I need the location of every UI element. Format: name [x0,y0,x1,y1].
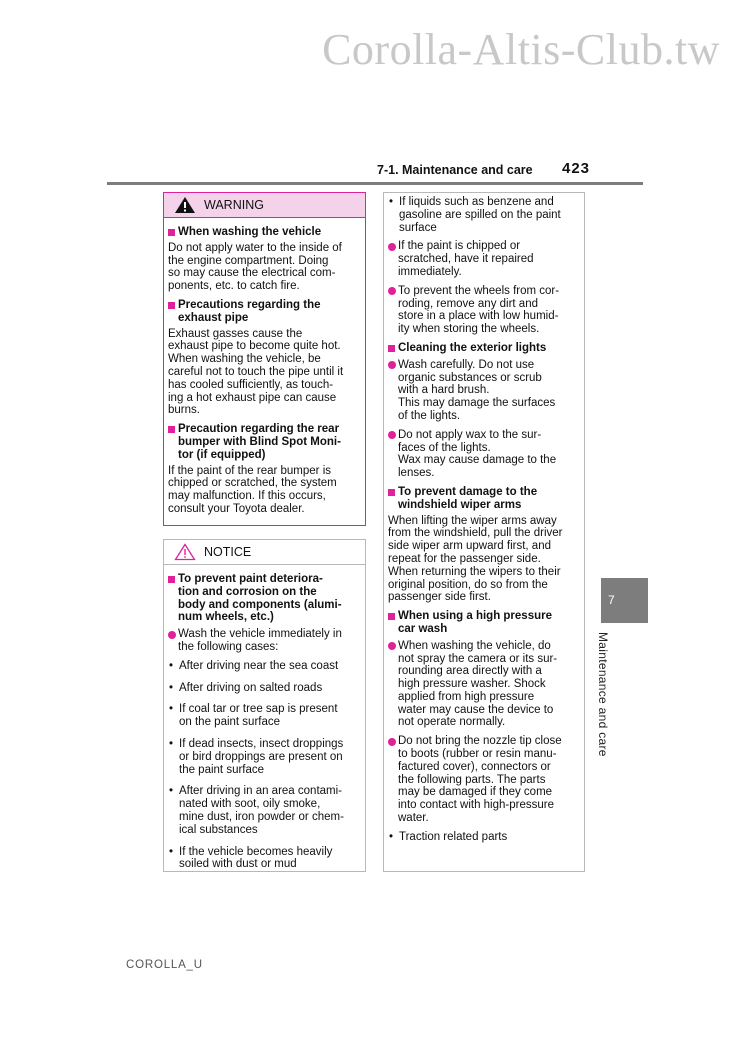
lights-subhead: Cleaning the exterior lights [388,342,580,355]
chapter-label: Maintenance and care [596,632,610,757]
warning-subhead-1: When washing the vehicle [168,226,361,239]
dot-bullet-icon [388,287,396,295]
dot-item: To prevent the wheels from cor- roding, remove any dirt and store in a place with low humid- ity when storing the wheels. [388,285,580,336]
square-bullet-icon [388,613,395,620]
dot-item: Do not apply wax to the sur- faces of the lights. Wax may cause damage to the lenses. [388,429,580,480]
dot-item: When washing the vehicle, do not spray the camera or its sur- rounding area directly with a high pressure washer. Shock applied from high pressure water may cause the device to not operate normally. [388,640,580,730]
header-rule [107,182,643,185]
list-item: • After driving near the sea coast [168,659,339,672]
dot-bullet-icon [388,642,396,650]
footer-code: COROLLA_U [126,959,203,971]
warning-label: WARNING [204,198,264,212]
warning-text-1: Do not apply water to the inside of the engine compartment. Doing so may cause the electrical com- ponents, etc. to catch fire. [168,241,342,293]
chapter-tab[interactable] [601,578,648,623]
square-bullet-icon [168,229,175,236]
section-title: 7-1. Maintenance and care [377,163,533,177]
list-item: • If the vehicle becomes heavily soiled with dust or mud [168,845,333,871]
wiper-subhead: To prevent damage to the windshield wiper arms [388,486,580,512]
warning-subhead-2: Precautions regarding the exhaust pipe [168,299,361,325]
dot-bullet-icon [388,431,396,439]
dot-item: If the paint is chipped or scratched, have it repaired immediately. [388,240,580,278]
notice-dot-item: Wash the vehicle immediately in the following cases: [168,628,361,654]
list-item: • If liquids such as benzene and gasoline are spilled on the paint surface [388,196,561,234]
high-pressure-subhead: When using a high pressure car wash [388,610,580,636]
warning-header [164,193,365,218]
square-bullet-icon [388,489,395,496]
warning-text-3: If the paint of the rear bumper is chipped or scratched, the system may malfunction. If this occurs, consult your Toyota dealer. [168,464,337,515]
square-bullet-icon [388,345,395,352]
wiper-text: When lifting the wiper arms away from the windshield, pull the driver side wiper arm upward first, and repeat for the passenger side. When returning the wipers to their original position, do so from the passenger side first. [388,514,563,604]
dot-item: Do not bring the nozzle tip close to boots (rubber or resin manu- factured cover), connectors or the following parts. The parts may be damaged if they come into contact with high-pressure water. [388,735,580,825]
watermark: Corolla-Altis-Club.tw [322,25,720,74]
dot-bullet-icon [168,631,176,639]
warning-triangle-icon [174,196,196,214]
notice-label: NOTICE [204,545,252,559]
dot-bullet-icon [388,243,396,251]
notice-box [163,539,366,872]
warning-subhead-3: Precaution regarding the rear bumper with Blind Spot Moni- tor (if equipped) [168,423,361,461]
notice-continued-box [383,192,585,872]
warning-box [163,192,366,526]
dot-item: Wash carefully. Do not use organic substances or scrub with a hard brush. This may damage the surfaces of the lights. [388,359,580,423]
dot-bullet-icon [388,361,396,369]
list-item: • After driving in an area contami- nated with soot, oily smoke, mine dust, iron powder or chem- ical substances [168,785,344,836]
dot-bullet-icon [388,738,396,746]
notice-triangle-icon [174,543,196,561]
notice-subhead: To prevent paint deteriora- tion and corrosion on the body and components (alumi- num wheels, etc.) [168,573,361,624]
notice-header [164,540,365,565]
list-item: • Traction related parts [388,830,508,843]
page-number: 423 [562,160,591,177]
warning-text-2: Exhaust gasses cause the exhaust pipe to become quite hot. When washing the vehicle, be careful not to touch the pipe until it has cooled sufficiently, as touch- ing a hot exhaust pipe can cause burns. [168,327,344,417]
square-bullet-icon [168,302,175,309]
list-item: • If dead insects, insect droppings or bird droppings are present on the paint surface [168,737,344,776]
list-item: • After driving on salted roads [168,681,323,694]
list-item: • If coal tar or tree sap is present on the paint surface [168,703,338,729]
square-bullet-icon [168,426,175,433]
chapter-number: 7 [608,593,615,607]
square-bullet-icon [168,576,175,583]
